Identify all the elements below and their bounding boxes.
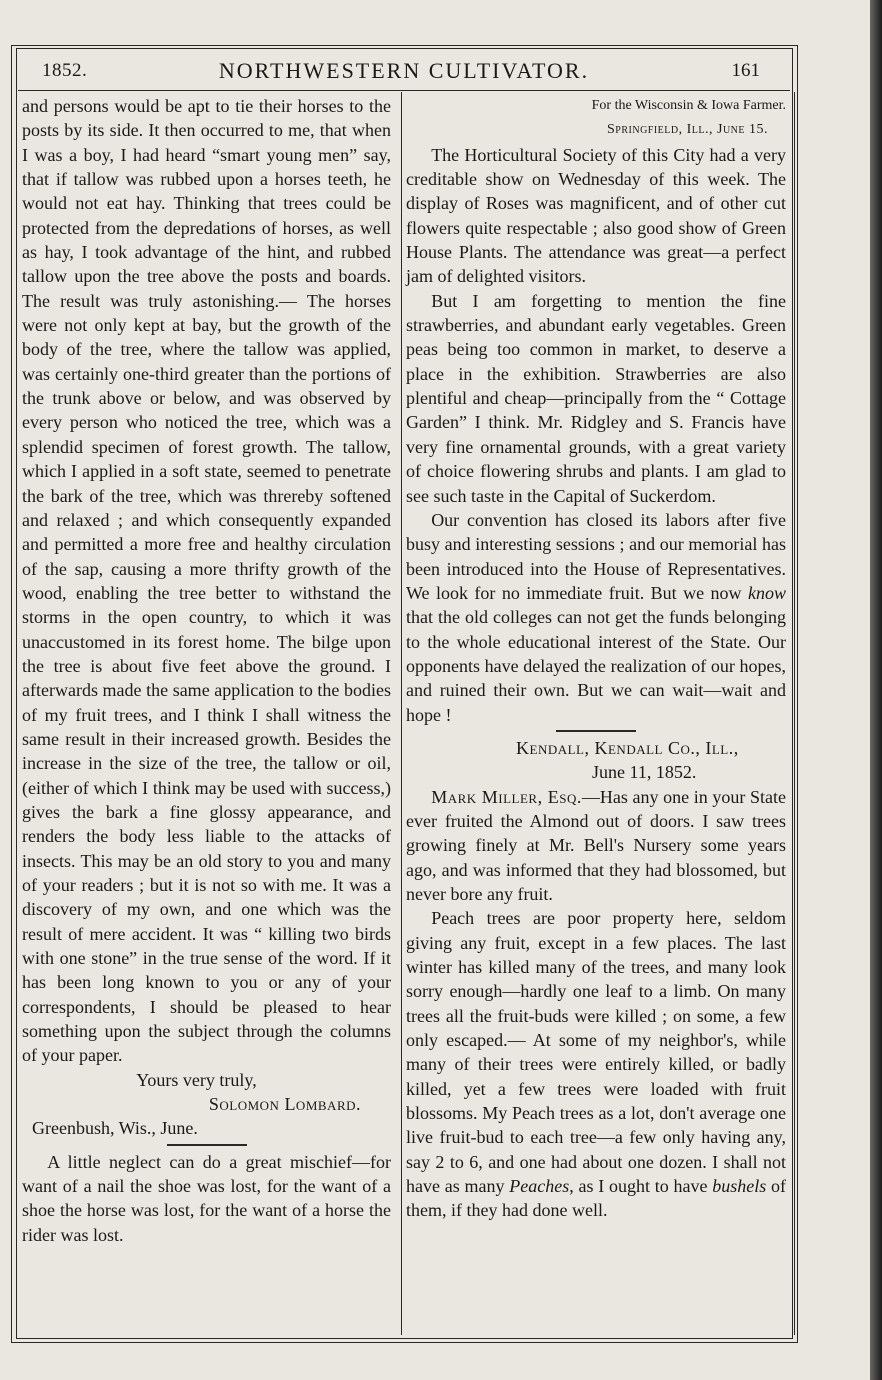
right-para-3-b: that the old colleges can not get the funds belonging to the whole educational interest of the State. Our opponents have delayed the realization of our hopes, and ruined their own. But we can wait—wait and hope ! (406, 607, 786, 725)
right-column (406, 94, 786, 1223)
letter-para-2-c: of them, if they had done well. (406, 1176, 787, 1221)
left-closing: Yours very truly, (136, 1069, 257, 1090)
right-para-1: The Horticultural Society of this City had a very creditable show on Wednesday of this week. The display of Roses was magnificent, and of other cut flowers quite respectable ; also good show of Green House Plants. The attendance was great—a perfect jam of delighted visitors. (406, 144, 786, 287)
left-column (22, 94, 391, 1247)
right-dateline: Springfield, Ill., June 15. (607, 122, 768, 138)
header-title: NORTHWESTERN CULTIVATOR. (218, 58, 590, 83)
left-place-date: Greenbush, Wis., June. (32, 1118, 198, 1139)
right-source-note: For the Wisconsin & Iowa Farmer. (591, 98, 786, 113)
right-para-3-a: Our convention has closed its labors after five busy and interesting sessions ; and our memorial has been introduced into the House of Representatives. We look for no immediate fruit. But we now (406, 509, 786, 603)
header-rule (18, 90, 790, 91)
column-divider (401, 92, 402, 1335)
letter-salutation: Mark Miller, Esq. (431, 786, 582, 807)
right-para-2: But I am forgetting to mention the fine strawberries, and abundant early vegetables. Green peas being too common in market, to deserve a place in the exhibition. Strawberries are also plentiful and cheap—principally from the “ Cottage Garden” I think. Mr. Ridgley and S. Francis have very fine ornamental grounds, with a great variety of choice flowering shrubs and plants. I am glad to see such taste in the Capital of Suckerdom. (406, 290, 786, 506)
left-signature: Solomon Lombard. (208, 1094, 361, 1115)
page-header (22, 52, 786, 88)
letter-para-2-em2: bushels (712, 1176, 767, 1197)
left-proverb: A little neglect can do a great mischief—for want of a nail the shoe was lost, for the want of a shoe the horse was lost, for the want of a horse the rider was lost. (22, 1151, 391, 1245)
right-section-divider (556, 730, 636, 732)
left-article-body: and persons would be apt to tie their horses to the posts by its side. It then occurred to me, that when I was a boy, I had heard “smart young men” say, that if tallow was rubbed upon a horses teeth, he would not eat hay. Thinking that trees could be protected from the depredations of horses, as well as hay, I took advantage of the hint, and rubbed tallow upon the tree above the posts and boards. The result was truly astonishing.— The horses were not only kept at bay, but the growth of the body of the tree, where the tallow was applied, was certainly one-third greater than the portions of the trunk above or below, and was observed by every person who noticed the tree, which was a splendid specimen of forest growth. The tallow, which I applied in a soft state, seemed to penetrate the bark of the tree, which was threreby softened and relaxed ; and which consequently expanded and permitted a more free and healthy circulation of the sap, causing a more thrifty growth of the wood, enabling the tree better to withstand the storms in the open country, to which it was unaccustomed in its forest home. The bilge upon the tree is about five feet above the ground. I afterwards made the same application to the bodies of my fruit trees, and I think I shall witness the same result in their increased growth. Besides the increase in the size of the tree, the tallow or oil, (either of which I think may be used with success,) gives the bark a fine glossy appearance, and renders the body less liable to the attacks of insects. This may be an old story to you and many of your readers ; but it is not so with me. It was a discovery of my own, and one which was the result of mere accident. It was “ killing two birds with one stone” in the true sense of the word. If it has been long known to you or any of your correspondents, I should be pleased to hear something upon the subject through the columns of your paper. (22, 96, 391, 1066)
letter-para-2-em1: Peaches (509, 1176, 570, 1197)
header-year: 1852. (42, 60, 88, 81)
right-letter-para-1 (406, 785, 786, 907)
kendall-date: June 11, 1852. (592, 762, 697, 783)
letter-para-1-text: —Has any one in your State ever fruited the Almond out of doors. I saw trees growing finely at Mr. Bell's Nursery some years ago, and was informed that they had blossomed, but never bore any fruit. (406, 786, 786, 904)
right-para-3-em: know (748, 582, 786, 603)
right-para-3 (406, 508, 786, 727)
right-border-rule (794, 92, 795, 1335)
header-page-number: 161 (731, 60, 760, 81)
page-edge-shadow (870, 0, 882, 1380)
section-divider (167, 1144, 247, 1146)
right-letter-para-2 (406, 906, 786, 1222)
letter-para-2-b: , as I ought to have (569, 1176, 713, 1197)
letter-para-2-a: Peach trees are poor property here, seldom giving any fruit, except in a few places. The last winter has killed many of the trees, and many look sorry enough—hardly one leaf to a limb. On many trees all the fruit-buds were killed ; on some, a few only escaped.— At some of my neighbor's, while many of their trees were entirely killed, or badly killed, yet a few trees were loaded with fruit blossoms. My Peach trees as a lot, don't average one live fruit-bud to each tree—a few only having any, say 2 to 6, and one had about one dozen. I shall not have as many (406, 908, 786, 1197)
kendall-dateline: Kendall, Kendall Co., Ill., (516, 737, 739, 758)
